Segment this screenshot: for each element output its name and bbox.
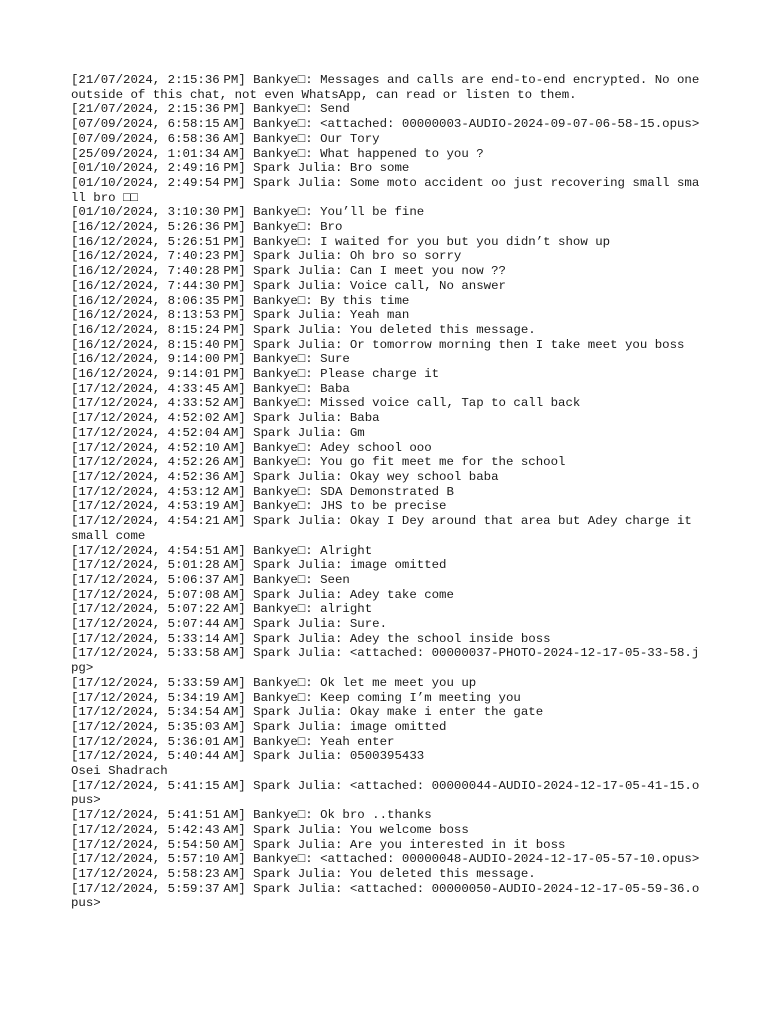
- message-line: [16/12/2024, 5:26:36 PM] Bankye□: Bro: [71, 220, 343, 235]
- message-line: [17/12/2024, 4:52:10 AM] Bankye□: Adey school ooo: [71, 440, 432, 455]
- message-line: [17/12/2024, 5:41:15 AM] Spark Julia: <attached: 00000044-AUDIO-2024-12-17-05-41-15.opus>: [71, 778, 700, 808]
- message-line: [17/12/2024, 4:33:52 AM] Bankye□: Missed voice call, Tap to call back: [71, 396, 581, 411]
- message-line: [17/12/2024, 5:34:19 AM] Bankye□: Keep coming I’m meeting you: [71, 690, 521, 705]
- chat-transcript: [71, 73, 707, 911]
- message-line: [01/10/2024, 2:49:16 PM] Spark Julia: Bro some: [71, 161, 410, 176]
- message-line: [01/10/2024, 2:49:54 PM] Spark Julia: Some moto accident oo just recovering small small bro □□: [71, 175, 700, 205]
- message-line: [17/12/2024, 5:07:22 AM] Bankye□: alright: [71, 602, 373, 617]
- message-line: [16/12/2024, 8:13:53 PM] Spark Julia: Yeah man: [71, 308, 410, 323]
- message-line: [17/12/2024, 4:54:21 AM] Spark Julia: Okay I Dey around that area but Adey charge it small come: [71, 514, 700, 543]
- message-line: [17/12/2024, 5:59:37 AM] Spark Julia: <attached: 00000050-AUDIO-2024-12-17-05-59-36.opus>: [71, 881, 700, 911]
- message-line: [16/12/2024, 8:06:35 PM] Bankye□: By this time: [71, 293, 410, 308]
- message-line: [17/12/2024, 4:33:45 AM] Bankye□: Baba: [71, 381, 350, 396]
- message-line: [17/12/2024, 4:52:04 AM] Spark Julia: Gm: [71, 425, 365, 440]
- message-line: [17/12/2024, 5:07:44 AM] Spark Julia: Sure.: [71, 617, 388, 632]
- message-line: [21/07/2024, 2:15:36 PM] Bankye□: Messages and calls are end-to-end encrypted. No one outside of this chat, not even WhatsApp, can read or listen to them.: [71, 73, 707, 102]
- message-line: [17/12/2024, 5:41:51 AM] Bankye□: Ok bro ..thanks: [71, 808, 432, 823]
- message-line: [17/12/2024, 4:52:02 AM] Spark Julia: Baba: [71, 411, 380, 426]
- message-line: [17/12/2024, 5:36:01 AM] Bankye□: Yeah enter: [71, 734, 395, 749]
- message-line: [17/12/2024, 5:40:44 AM] Spark Julia: 0500395433 Osei Shadrach: [71, 749, 425, 779]
- message-line: [16/12/2024, 7:44:30 PM] Spark Julia: Voice call, No answer: [71, 278, 506, 293]
- message-line: [25/09/2024, 1:01:34 AM] Bankye□: What happened to you ?: [71, 146, 484, 161]
- message-line: [07/09/2024, 6:58:15 AM] Bankye□: <attached: 00000003-AUDIO-2024-09-07-06-58-15.opus>: [71, 117, 700, 132]
- message-line: [17/12/2024, 4:53:19 AM] Bankye□: JHS to be precise: [71, 499, 447, 514]
- message-line: [16/12/2024, 9:14:00 PM] Bankye□: Sure: [71, 352, 350, 367]
- message-line: [17/12/2024, 4:52:26 AM] Bankye□: You go fit meet me for the school: [71, 455, 566, 470]
- message-line: [01/10/2024, 3:10:30 PM] Bankye□: You’ll be fine: [71, 205, 425, 220]
- message-line: [17/12/2024, 5:33:58 AM] Spark Julia: <attached: 00000037-PHOTO-2024-12-17-05-33-58.jpg>: [71, 646, 700, 676]
- message-line: [17/12/2024, 4:53:12 AM] Bankye□: SDA Demonstrated B: [71, 484, 454, 499]
- message-line: [17/12/2024, 5:42:43 AM] Spark Julia: You welcome boss: [71, 822, 469, 837]
- message-line: [16/12/2024, 7:40:28 PM] Spark Julia: Can I meet you now ??: [71, 264, 506, 279]
- message-line: [17/12/2024, 5:06:37 AM] Bankye□: Seen: [71, 572, 350, 587]
- message-line: [17/12/2024, 5:34:54 AM] Spark Julia: Okay make i enter the gate: [71, 705, 544, 720]
- message-line: [17/12/2024, 5:07:08 AM] Spark Julia: Adey take come: [71, 587, 454, 602]
- message-line: [16/12/2024, 8:15:40 PM] Spark Julia: Or tomorrow morning then I take meet you boss: [71, 337, 685, 352]
- message-line: [17/12/2024, 5:35:03 AM] Spark Julia: image omitted: [71, 719, 447, 734]
- message-line: [17/12/2024, 5:01:28 AM] Spark Julia: image omitted: [71, 558, 447, 573]
- message-line: [17/12/2024, 5:58:23 AM] Spark Julia: You deleted this message.: [71, 866, 536, 881]
- message-line: [17/12/2024, 5:57:10 AM] Bankye□: <attached: 00000048-AUDIO-2024-12-17-05-57-10.opus>: [71, 852, 700, 867]
- message-line: [16/12/2024, 7:40:23 PM] Spark Julia: Oh bro so sorry: [71, 249, 462, 264]
- message-line: [17/12/2024, 5:33:14 AM] Spark Julia: Adey the school inside boss: [71, 631, 551, 646]
- message-line: [17/12/2024, 4:52:36 AM] Spark Julia: Okay wey school baba: [71, 469, 499, 484]
- message-line: [17/12/2024, 4:54:51 AM] Bankye□: Alright: [71, 543, 373, 558]
- message-line: [16/12/2024, 8:15:24 PM] Spark Julia: You deleted this message.: [71, 322, 536, 337]
- message-line: [16/12/2024, 9:14:01 PM] Bankye□: Please charge it: [71, 367, 440, 382]
- message-line: [17/12/2024, 5:33:59 AM] Bankye□: Ok let me meet you up: [71, 675, 477, 690]
- message-line: [07/09/2024, 6:58:36 AM] Bankye□: Our Tory: [71, 131, 380, 146]
- message-line: [16/12/2024, 5:26:51 PM] Bankye□: I waited for you but you didn’t show up: [71, 234, 611, 249]
- message-line: [17/12/2024, 5:54:50 AM] Spark Julia: Are you interested in it boss: [71, 837, 566, 852]
- message-line: [21/07/2024, 2:15:36 PM] Bankye□: Send: [71, 102, 350, 117]
